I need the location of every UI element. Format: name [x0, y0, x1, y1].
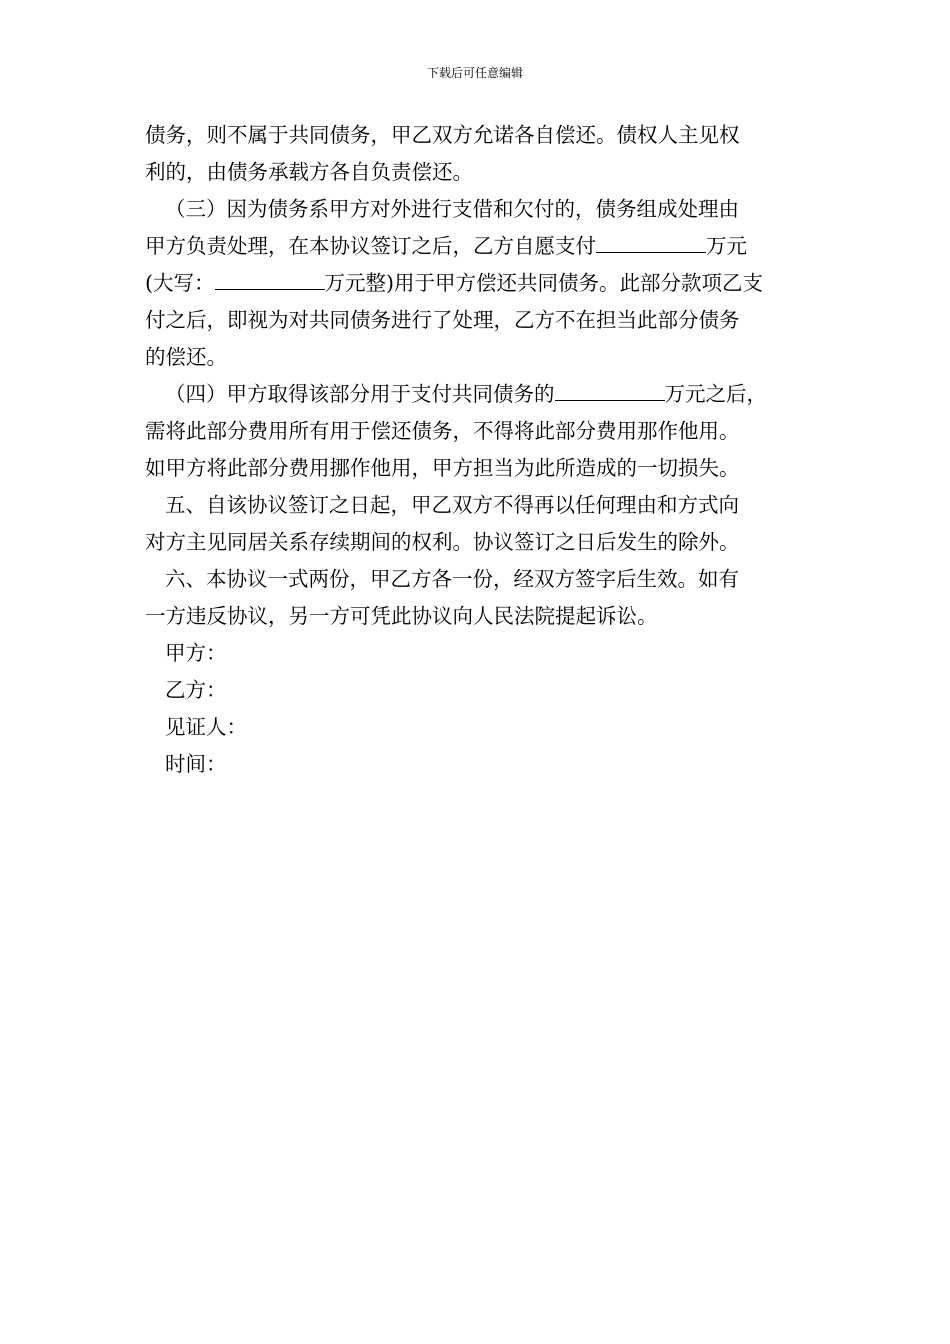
signature-block — [145, 635, 815, 783]
text-line: 债务，则不属于共同债务，甲乙双方允诺各自偿还。债权人主见权 — [145, 123, 740, 147]
text-line: 六、本协议一式两份，甲乙方各一份，经双方签字后生效。如有 — [165, 567, 739, 591]
party-b-label: 乙方： — [165, 678, 227, 702]
text-line — [145, 376, 815, 413]
text-segment: 甲方负责处理，在本协议签订之后，乙方自愿支付 — [145, 234, 596, 258]
paragraph-clause-five — [145, 487, 815, 561]
text-segment: 万元 — [706, 234, 747, 258]
text-line: 如甲方将此部分费用挪作他用，甲方担当为此所造成的一切损失。 — [145, 456, 740, 480]
text-line: 的偿还。 — [145, 345, 227, 369]
date-label: 时间： — [165, 752, 227, 776]
text-line — [145, 265, 815, 302]
text-line: 对方主见同居关系存续期间的权利。协议签订之日后发生的除外。 — [145, 530, 740, 554]
text-segment: 万元之后， — [664, 382, 767, 406]
paragraph-clause-four — [145, 376, 815, 487]
text-line: 利的，由债务承载方各自负责偿还。 — [145, 160, 473, 184]
payment-amount-blank-field — [555, 376, 665, 401]
paragraph-debt-separate — [145, 117, 815, 191]
witness-label: 见证人： — [165, 715, 247, 739]
text-segment: (大写： — [145, 271, 215, 295]
text-segment: （四）甲方取得该部分用于支付共同债务的 — [165, 382, 555, 406]
paragraph-clause-three — [145, 191, 815, 376]
paragraph-clause-six — [145, 561, 815, 635]
amount-blank-field — [596, 228, 706, 253]
text-line — [145, 228, 815, 265]
amount-uppercase-blank-field — [215, 265, 325, 290]
page-header: 下载后可任意编辑 — [426, 66, 523, 80]
text-line: 一方违反协议，另一方可凭此协议向人民法院提起诉讼。 — [145, 604, 658, 628]
party-a-label: 甲方： — [165, 641, 227, 665]
text-line: 需将此部分费用所有用于偿还债务，不得将此部分费用那作他用。 — [145, 419, 740, 443]
text-line: （三）因为债务系甲方对外进行支借和欠付的，债务组成处理由 — [165, 197, 739, 221]
text-line: 五、自该协议签订之日起，甲乙双方不得再以任何理由和方式向 — [165, 493, 739, 517]
text-segment: 万元整)用于甲方偿还共同债务。此部分款项乙支 — [324, 271, 763, 295]
text-line: 付之后，即视为对共同债务进行了处理，乙方不在担当此部分债务 — [145, 308, 740, 332]
document-body — [145, 117, 815, 783]
